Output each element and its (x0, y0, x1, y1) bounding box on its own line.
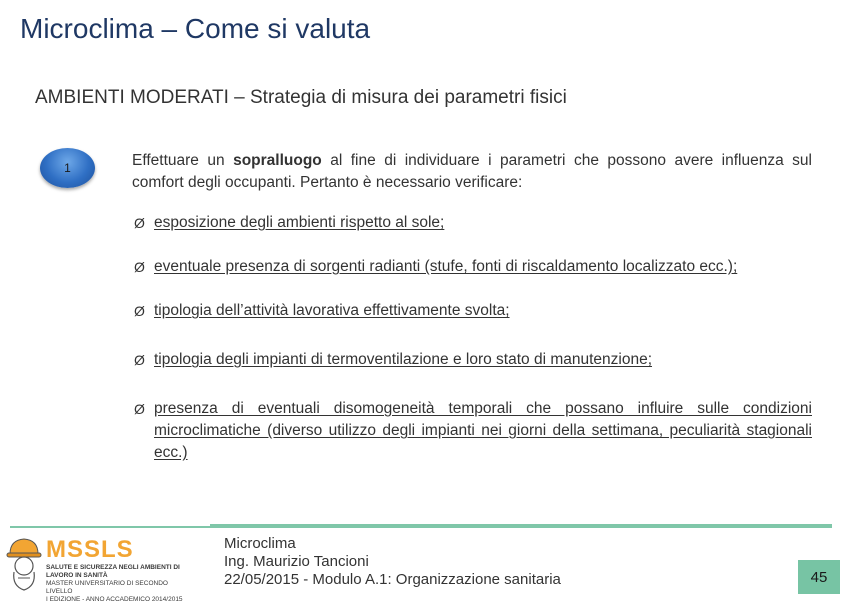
bullet-text: esposizione degli ambienti rispetto al sole; (154, 214, 445, 231)
mssls-logo (4, 532, 194, 603)
bullet-list (132, 212, 812, 464)
arrow-bullet-icon: Ø (134, 352, 145, 368)
arrow-bullet-icon: Ø (134, 259, 145, 275)
step-number: 1 (64, 161, 71, 175)
hardhat-worker-icon (4, 534, 44, 592)
footer-date-module: 22/05/2015 - Modulo A.1: Organizzazione sanitaria (224, 571, 561, 588)
bullet-text: eventuale presenza di sorgenti radianti (stufe, fonti di riscaldamento localizzato ecc.); (154, 258, 738, 275)
bullet-item (132, 300, 812, 322)
intro-paragraph (132, 150, 812, 194)
intro-text-bold: sopralluogo (233, 152, 322, 169)
bullet-item (132, 212, 812, 234)
intro-text-before: Effettuare un (132, 152, 234, 169)
footer-divider-left (10, 526, 210, 528)
logo-title: MSSLS (46, 536, 134, 563)
bullet-item (132, 349, 812, 371)
logo-edition: I EDIZIONE - ANNO ACCADEMICO 2014/2015 (46, 596, 183, 603)
bullet-item (132, 256, 812, 278)
bullet-text: tipologia degli impianti di termoventilazione e loro stato di manutenzione; (154, 351, 653, 368)
bullet-text: presenza di eventuali disomogeneità temporali che possano influire sulle condizioni microclimatiche (diverso utilizzo degli impianti nei giorni della settimana, peculiarità stagionali ecc.) (154, 400, 812, 461)
arrow-bullet-icon: Ø (134, 401, 145, 417)
bullet-item (132, 398, 812, 464)
footer-info (224, 535, 561, 589)
bullet-text: tipologia dell’attività lavorativa effettivamente svolta; (154, 302, 510, 319)
page-number: 45 (798, 560, 840, 594)
arrow-bullet-icon: Ø (134, 215, 145, 231)
intro-text-after: al fine di individuare i parametri che possono avere influenza sul comfort degli occupanti. Pertanto è necessario verificare: (132, 152, 812, 191)
footer-divider (210, 524, 832, 528)
slide-subtitle: AMBIENTI MODERATI – Strategia di misura dei parametri fisici (35, 87, 567, 108)
footer-topic: Microclima (224, 535, 296, 552)
logo-subtitle: SALUTE E SICUREZZA NEGLI AMBIENTI DI LAVORO IN SANITÀ (46, 564, 180, 579)
footer-author: Ing. Maurizio Tancioni (224, 553, 369, 570)
arrow-bullet-icon: Ø (134, 303, 145, 319)
logo-org: MASTER UNIVERSITARIO DI SECONDO LIVELLO (46, 580, 168, 595)
slide-title: Microclima – Come si valuta (20, 13, 371, 44)
logo-subtitle-block (46, 564, 196, 604)
step-number-badge (40, 148, 95, 188)
